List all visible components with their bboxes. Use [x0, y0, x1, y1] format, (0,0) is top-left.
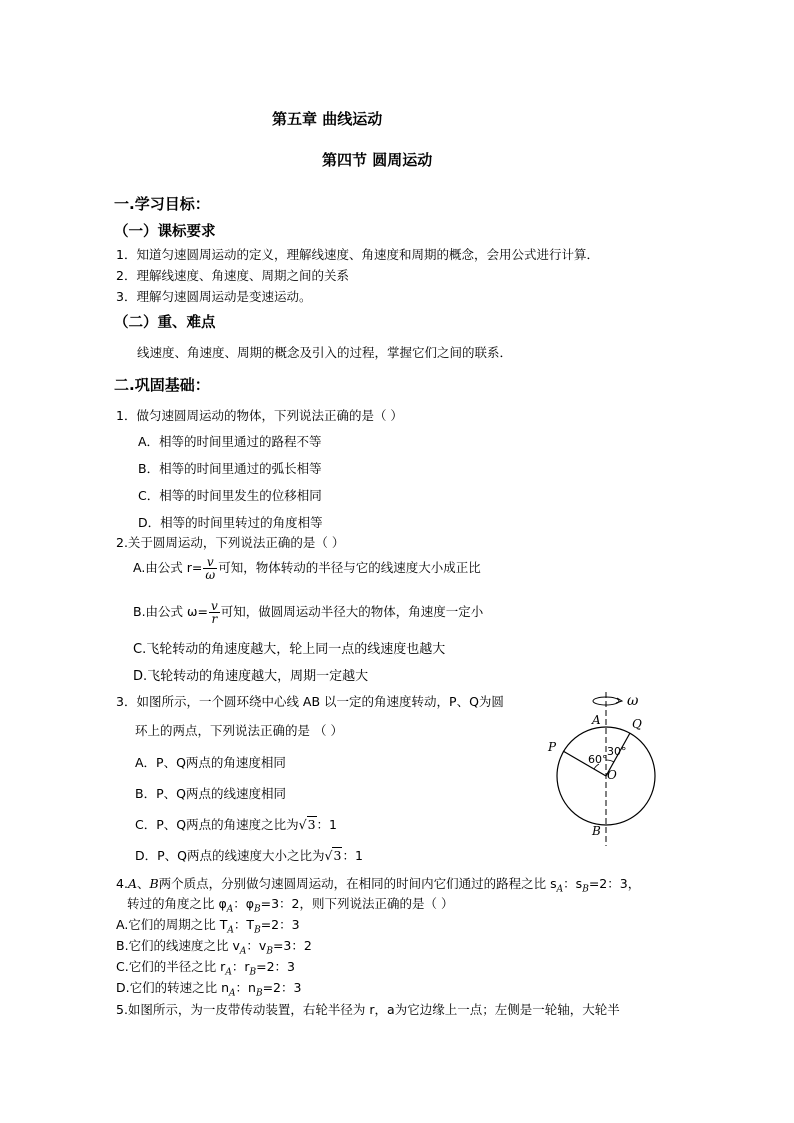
q3-ring-figure — [540, 688, 670, 848]
center-o-label: O — [607, 768, 617, 782]
q4-option-a-pre: A.它们的周期之比 T — [116, 917, 228, 932]
q4-option-b-tail: =3：2 — [272, 938, 312, 953]
angle-30-label: 30° — [607, 745, 627, 758]
part2-heading: 二.巩固基础： — [114, 376, 210, 394]
q5-stem: 5.如图所示，为一皮带传动装置，右轮半径为 r，a为它边缘上一点；左侧是一轮轴，大轮半 — [116, 1002, 620, 1017]
q4-option-b-pre: B.它们的线速度之比 v — [116, 938, 240, 953]
q2-option-b-post: 可知，做圆周运动半径大的物体，角速度一定小 — [220, 604, 484, 619]
q3-option-d-post: ：1 — [342, 848, 363, 863]
part1-sub1: （一）课标要求 — [114, 224, 216, 240]
subscript-a: A — [556, 884, 564, 895]
q4-point-a: A — [127, 876, 137, 891]
q3-option-c — [135, 815, 337, 833]
fraction-numerator: v — [203, 556, 217, 569]
q2-option-a-post: 可知，物体转动的半径与它的线速度大小成正比 — [218, 560, 481, 575]
q2-option-a-fraction — [203, 556, 217, 581]
q4-option-a — [116, 915, 300, 936]
q4-number: 4. — [116, 876, 128, 891]
subscript-b: B — [255, 988, 263, 999]
sqrt-radicand: 3 — [307, 817, 316, 832]
subscript-b: B — [582, 884, 589, 895]
q4-point-b: B — [149, 876, 159, 891]
fraction-denominator: ω — [205, 568, 216, 582]
q2-option-c: C.飞轮转动的角速度越大，轮上同一点的线速度也越大 — [133, 642, 446, 657]
subscript-a: A — [229, 988, 236, 999]
q3-option-a: A．P、Q两点的角速度相同 — [135, 755, 286, 770]
q4-option-b — [116, 936, 312, 957]
objective-item-2: 2．理解线速度、角速度、周期之间的关系 — [116, 268, 349, 283]
q4-option-a-tail: =2：3 — [260, 917, 300, 932]
section-title: 第四节 圆周运动 — [322, 151, 433, 169]
q4-line1-tail: =2：3， — [588, 876, 641, 891]
q2-option-d: D.飞轮转动的角速度越大，周期一定越大 — [133, 669, 369, 684]
subscript-b: B — [249, 967, 257, 978]
q3-stem-line2: 环上的两点，下列说法正确的是 （ ） — [135, 723, 343, 738]
q3-stem-line1: 3．如图所示，一个圆环绕中心线 AB 以一定的角速度转动，P、Q为圆 — [116, 694, 504, 709]
focus-text: 线速度、角速度、周期的概念及引入的过程，掌握它们之间的联系． — [137, 345, 513, 360]
q1-option-a: A．相等的时间里通过的路程不等 — [138, 434, 322, 449]
point-b-label: B — [592, 824, 601, 838]
q3-option-b: B．P、Q两点的线速度相同 — [135, 786, 286, 801]
q4-option-a-mid: ：T — [233, 917, 255, 932]
q2-option-a-pre: A.由公式 r= — [133, 560, 203, 575]
angle-60-label: 60° — [588, 753, 608, 766]
q4-line1 — [116, 874, 640, 895]
q4-option-c — [116, 957, 295, 978]
sqrt-symbol: √3 — [298, 817, 316, 832]
q2-stem: 2.关于圆周运动，下列说法正确的是（ ） — [116, 535, 345, 550]
q3-option-c-pre: C．P、Q两点的角速度之比为 — [135, 817, 299, 832]
fraction-denominator: r — [211, 612, 218, 626]
sqrt-symbol: √3 — [324, 848, 342, 863]
q4-line2 — [127, 894, 453, 915]
part1-sub2: （二）重、难点 — [114, 315, 216, 331]
q4-line1-mid: 两个质点，分别做匀速圆周运动，在相同的时间内它们通过的路程之比 s — [158, 876, 557, 891]
q4-line2-tail: =3：2，则下列说法正确的是（ ） — [260, 896, 454, 911]
q4-option-c-pre: C.它们的半径之比 r — [116, 959, 226, 974]
point-a-label: A — [592, 713, 601, 727]
q1-option-b: B．相等的时间里通过的弧长相等 — [138, 461, 322, 476]
q4-line2-mid: ：φ — [233, 896, 254, 911]
q4-option-d-mid: ：n — [235, 980, 256, 995]
subscript-a: A — [225, 967, 232, 978]
q4-option-c-mid: ：r — [231, 959, 250, 974]
q4-separator: 、 — [136, 876, 150, 891]
subscript-a: A — [227, 925, 234, 936]
q2-option-b-fraction — [209, 600, 220, 625]
q2-option-a — [133, 556, 481, 581]
subscript-a: A — [226, 904, 234, 915]
q2-option-b-pre: B.由公式 ω= — [133, 604, 208, 619]
q1-stem: 1．做匀速圆周运动的物体，下列说法正确的是（ ） — [116, 408, 403, 423]
objective-item-3: 3．理解匀速圆周运动是变速运动。 — [116, 289, 312, 304]
omega-label: ω — [627, 693, 639, 709]
q1-option-d: D．相等的时间里转过的角度相等 — [138, 515, 323, 530]
subscript-b: B — [254, 925, 261, 936]
subscript-a: A — [239, 946, 247, 957]
sqrt-radicand: 3 — [333, 848, 342, 863]
part1-heading: 一.学习目标： — [114, 195, 210, 213]
subscript-b: B — [253, 904, 261, 915]
fraction-numerator: v — [210, 599, 218, 613]
q3-option-d — [135, 846, 363, 864]
q4-option-c-tail: =2：3 — [256, 959, 295, 974]
objective-item-1: 1．知道匀速圆周运动的定义，理解线速度、角速度和周期的概念，会用公式进行计算． — [116, 247, 599, 262]
point-p-label: P — [548, 740, 557, 754]
q4-option-d-pre: D.它们的转速之比 n — [116, 980, 229, 995]
q4-line2-pre: 转过的角度之比 φ — [127, 896, 227, 911]
q4-line1-end: ：s — [563, 876, 583, 891]
q3-option-c-post: ：1 — [316, 817, 337, 832]
q2-option-b — [133, 600, 483, 625]
q4-option-d — [116, 978, 301, 999]
point-q-label: Q — [632, 717, 642, 731]
chapter-title: 第五章 曲线运动 — [272, 110, 383, 128]
q4-option-d-tail: =2：3 — [262, 980, 302, 995]
q1-option-c: C．相等的时间里发生的位移相同 — [138, 488, 322, 503]
q4-option-b-mid: ：v — [246, 938, 267, 953]
subscript-b: B — [266, 946, 273, 957]
q3-option-d-pre: D．P、Q两点的线速度大小之比为 — [135, 848, 325, 863]
